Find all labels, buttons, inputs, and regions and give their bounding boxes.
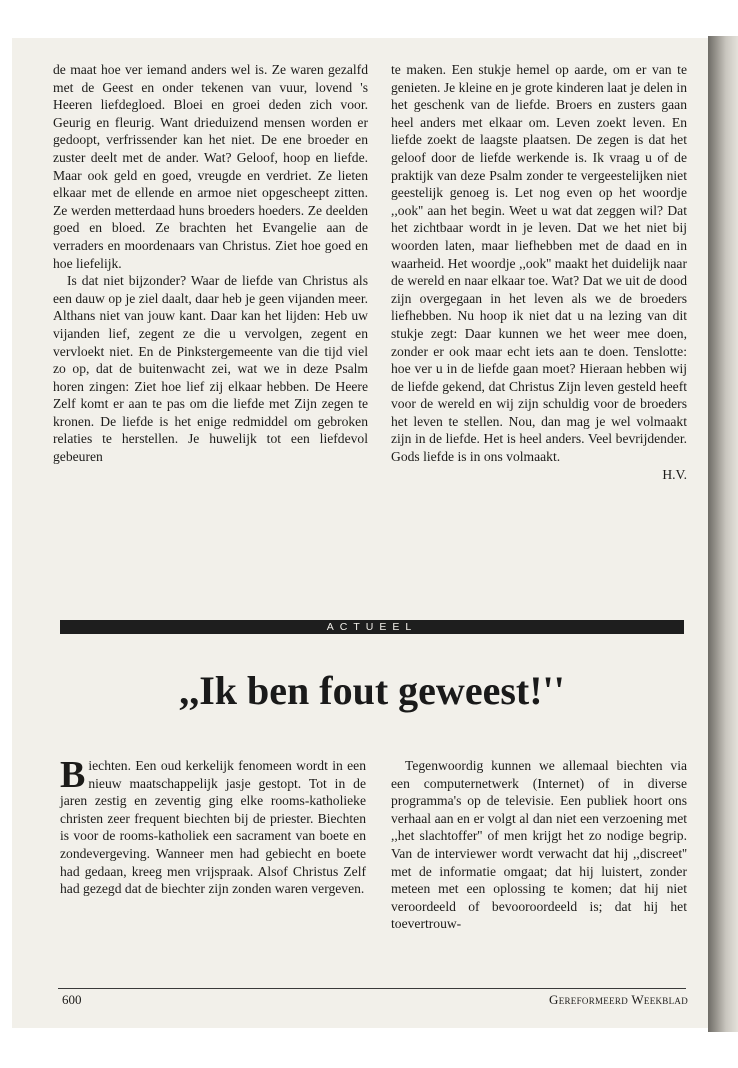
paragraph — [60, 754, 366, 898]
upper-column-left — [53, 61, 368, 466]
page-number: 600 — [62, 992, 82, 1007]
article-column-right — [391, 757, 687, 933]
paragraph: Is dat niet bijzonder? Waar de liefde van Christus als een dauw op je ziel daalt, daar heb je geen vijanden meer. Althans niet van jouw kant. Daar kan het lijden: Heb uw vijanden lief, zegent ze die u vervolgen, zegent en vervloekt niet. En de Pinkstergemeente van die tijd viel zo op, dat de buitenwacht zei, wat we in deze Psalm horen zingen: Ziet hoe lief zij elkaar hebben. De Heere Zelf komt er aan te pas om die liefde met Zijn zegen te kronen. De liefde is het enige redmiddel om gebroken relaties te herstellen. Je huwelijk tot een liefdevol gebeuren — [53, 273, 368, 465]
article-headline: ,,Ik ben fout geweest!'' — [179, 668, 565, 713]
footer-rule — [58, 988, 686, 989]
paragraph: de maat hoe ver iemand anders wel is. Ze waren gezalfd met de Geest en onder tekenen van vuur, lovend 's Heeren liefdegloed. Bloei en groei deden zich voor. Geurig en fleurig. Want drieduizend mensen worden er gedoopt, verfrissender kan het niet. De ene broeder en zuster deelt met de ander. Wat? Geloof, hoop en liefde. Maar ook geld en goed, vreugde en verdriet. Ze lieten elkaar met de ellende en armoe niet opgescheept zitten. Ze werden metterdaad huns broeders hoeders. Ze deelden goed en bloed. Ze brachten het Evangelie aan de verraders en moordenaars van Christus. Ziet hoe goed en hoe liefelijk. — [53, 62, 368, 271]
paragraph-text: iechten. Een oud kerkelijk fenomeen wordt in een nieuw maatschappelijk jasje gestopt. Tot in de jaren zestig en zeventig ging elke rooms-katholieke christen zeer frequent biechten bij de priester. Biechten is voor de rooms-katholiek een sacrament van boete en zondevergeving. Wanneer men had gebiecht en boete had gedaan, kreeg men vrijspraak. Alsof Christus Zelf had gezegd dat de biechter zijn zonden waren vergeven. — [60, 758, 366, 897]
drop-cap: B — [60, 754, 86, 796]
article-column-left — [60, 754, 366, 898]
author-signature: H.V. — [662, 466, 687, 482]
section-label-actueel: ACTUEEL — [60, 620, 684, 634]
upper-column-right — [391, 61, 687, 483]
book-spine-shadow — [708, 36, 738, 1032]
publication-name: Gereformeerd Weekblad — [549, 992, 688, 1007]
paragraph: Tegenwoordig kunnen we allemaal biechten via een computernetwerk (Internet) of in diverse programma's op de televisie. Een publiek hoort ons verhaal aan en er volgt al dan niet een verzoening met ,,het slachtoffer'' of men krijgt het zo nodige begrip. Van de interviewer wordt verwacht dat hij ,,discreet'' met de informatie omgaat; dat hij luistert, zonder meteen met een oplossing te komen; dat hij niet veroordeeld of bevooroordeeld is; dat hij het toevertrouw- — [391, 758, 687, 932]
paragraph: te maken. Een stukje hemel op aarde, om er van te genieten. Je kleine en je grote kinderen laat je delen in het geschenk van de liefde. Broers en zusters gaan heel anders met elkaar om. Leven zoekt leven. En liefde zoekt de laagste plaatsen. De zegen is dat het geloof door de liefde werkende is. Ik vraag u of de praktijk van deze Psalm zonder te vergeestelijken niet geestelijk genoeg is. Let nog even op het woordje ,,ook'' aan het begin. Weet u wat dat zeggen wil? Dat het zichtbaar wordt in je leven. Dat we het niet bij woorden laten, maar liefhebben met de daad en in waarheid. Het woordje ,,ook'' maakt het duidelijk naar de wereld en naar elkaar toe. Wat? Dat we uit de dood zijn overgegaan in het leven als we de broeders liefhebben. Nu hoop ik niet dat u na lezing van dit stukje zegt: Daar kunnen we het weer mee doen, zonder er ook maar echt iets aan te doen. Tenslotte: hoe ver u in de liefde gaan moet? Hieraan hebben wij de liefde gekend, dat Christus Zijn leven gesteld heeft voor de wereld en wij zijn schuldig voor de broeders het leven te stellen. Nou, dan mag je wel volmaakt zijn in de liefde. Het is heel anders. Veel bevrijdender. Gods liefde is in ons volmaakt. — [391, 62, 687, 465]
